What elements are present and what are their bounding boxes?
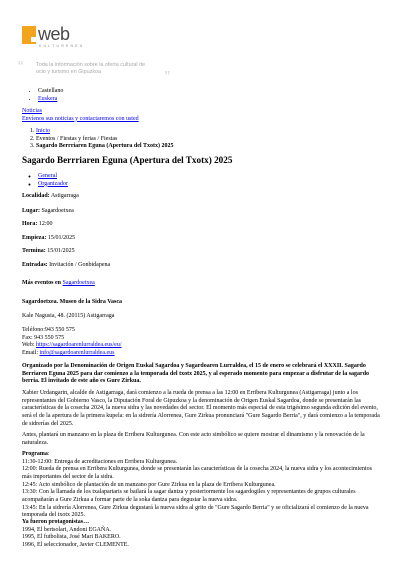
tab-organizador-link[interactable]: Organizador [38,180,68,187]
field-label: Termina: [22,248,46,254]
field-entradas [22,262,380,270]
page-title: Sagardo Berrriaren Eguna (Apertura del Txotx) 2025 [22,155,233,165]
field-label: Lugar: [22,208,40,214]
field-empieza [22,235,380,243]
breadcrumb-current: Sagardo Berrriaren Eguna (Apertura del Txotx) 2025 [36,143,174,150]
news-links [22,108,139,123]
tagline [18,59,170,86]
field-value: Invitación / Gonbidapena [49,262,111,268]
close-quote-icon: ” [164,69,170,86]
logo-word: web [38,24,70,44]
program-item: 12:00: Rueda de prensa en Erribera Kulturgunea, donde se presentarán las características de la cosecha 2024, la nueva sidra y los acontecimientos más importantes del sector de la sidra. [22,466,372,481]
venue-phone: Teléfono:943 550 575 [22,327,75,333]
lang-item-euskera[interactable] [38,96,63,104]
breadcrumb-item [36,143,173,151]
venue-web-label: Web: [22,342,35,349]
field-value: Astigarraga [50,193,79,199]
tab-organizador[interactable] [38,181,68,189]
past-guests-section [22,519,380,550]
logo-subtitle: KULTURENEA [39,44,85,48]
breadcrumb-item: 2. Eventos / Fiestas y ferias / Fiestas [36,136,173,144]
venue-address: Kale Nagusia, 48. (20115) Astigarraga [22,313,115,319]
more-events-link[interactable]: Sagardoetxea [62,280,95,286]
breadcrumb-home-link[interactable]: Inicio [36,128,50,134]
field-value: Sagardoetxea [41,208,74,214]
past-guest-item: 1994, El bertsolari, Andoni EGAÑA. [22,526,112,533]
tagline-text: Toda la información sobre la oferta cultural de ocio y turismo en Gipuzkoa [36,62,146,75]
breadcrumb [30,128,173,151]
program-item: 12:45: Acto simbólico de plantación de un manzano por Gure Zirkua en la plaza de Erribera Kulturgunea. [22,481,276,488]
venue-fax: Fax: 943 550 575 [22,334,65,341]
field-termina [22,248,380,256]
news-link[interactable]: Noticias [22,108,42,114]
open-quote-icon: “ [18,59,24,76]
venue-web-link[interactable]: https://sagardoarenlurraldea.eus/eu/ [36,342,122,349]
field-localidad [22,193,380,201]
breadcrumb-item[interactable] [36,128,173,136]
description-paragraph-2: Antes, plantará un manzano en la plaza de Erribera Kulturgunea. Con este acto simbólico se quiere mostrar el dinamismo y la renovación de la naturaleza. [22,432,365,446]
more-events-label: Más eventos en [22,280,61,286]
intro-text: Organizado por la Denominación de Origen Euskal Sagardoa y Sagardoaren Lurraldea, el 15 de enero se celebrará el XXXII. Sagardo Berriaren Eguna 2025 para dar comienzo a la temporada del txotx 2025, y al esperado momento para empezar a disfrutar de la sagardo berria. El invitado de este año es Gure Zirkua. [22,363,370,385]
past-guests-title: Ya fueron protagonistas… [22,519,90,525]
intro-paragraph [22,363,380,386]
language-list [31,88,63,103]
field-label: Entradas: [22,262,48,268]
logo-k-mark [22,26,36,44]
program-item: 11:30-12:00: Entrega de acreditaciones en Erribera Kulturgunea. [22,458,178,465]
program-section: Programa: 11:30-12:00: Entrega de acreditaciones en Erribera Kulturgunea. 12:00: Rueda de prensa en Erribera Kulturgunea, donde se presentarán las características de la cosecha 2024, la nueva sidra y los acontecimientos más importantes del sector de la sidra. 12:45: Acto simbólico de plantación de un manzano por Gure Zirkua en la plaza de Erribera Kulturgunea. 13:30: Con la llamada de los txalapartaris se bailará la sagar dantza y posteriormente los sagardogiles y representantes de grupos culturales acompañarán a Gure Zirkua a formar parte de la soka dantza para degustar la nueva sidra. 13:45: En la sidrería Alorrenea, Gure Zirkua degustará la nueva sidra al grito de "Gure Sagardo Berria" y se oficializará el comienzo de la nueva temporada del txotx 2025. [22,451,372,519]
site-logo[interactable] [22,26,92,52]
program-title: Programa [22,451,48,457]
field-label: Empieza: [22,235,47,241]
field-value: 15/01/2025 [47,248,75,254]
tab-general[interactable] [38,173,68,181]
venue-contact [22,327,380,358]
category-tabs [31,173,68,188]
venue-name-text: Sagardoetxea. Museo de la Sidra Vasca [22,299,123,305]
venue-name [22,299,380,307]
field-value: 15/01/2025 [47,235,76,241]
lang-item-castellano[interactable]: • Castellano [38,88,63,96]
past-guest-item: 1996, El seleccionador, Javier CLEMENTE. [22,542,129,549]
lang-link-euskera[interactable]: Euskera [38,95,58,102]
program-item: 13:45: En la sidrería Alorrenea, Gure Zirkua degustará la nueva sidra al grito de "Gure Sagardo Berria" y se oficializará el comienzo de la nueva temporada del txotx 2025. [22,504,369,519]
past-guest-item: 1995, El futbolista, José Mari BAKERO. [22,534,121,541]
send-news-link[interactable]: Envíenos sus noticias y contactaremos con usted [22,115,139,122]
field-label: Hora: [22,221,38,227]
program-item: 13:30: Con la llamada de los txalapartaris se bailará la sagar dantza y posteriormente los sagardogiles y representantes de grupos culturales acompañarán a Gure Zirkua a formar parte de la soka dantza para degustar la nueva sidra. [22,489,356,504]
tab-general-link[interactable]: General [38,173,57,179]
venue-email-label: Email: [22,350,38,357]
description-paragraph: Xabier Urdangarin, alcalde de Astigarraga, dará comienzo a la rueda de prensa a las 12:00 en Erribera Kulturgunea (Astigarraga) junto a los representantes del Gobierno Vasco, la Diputación Foral de Gipuzkoa y la denominación de Origen Euskal Sagardoa, donde se presentarán las características de la cosecha 2024, la nueva sidra y las novedades del sector. El momento más especial de esta trigésimo segunda edición del evento, será el de la apertura de la primera kupela: en la sidrería Alorrenea, Gure Zirkua pronunciará "Gure Sagardo Berria", y dará comienzo a la temporada de sidrerías del 2025. [22,390,380,427]
more-events [22,280,380,288]
field-label: Localidad: [22,193,50,199]
field-lugar [22,208,380,216]
field-value: 12:00 [38,221,53,227]
venue-email-link[interactable]: info@sagardoarenlurraldea.eus [39,350,115,357]
field-hora [22,221,380,229]
